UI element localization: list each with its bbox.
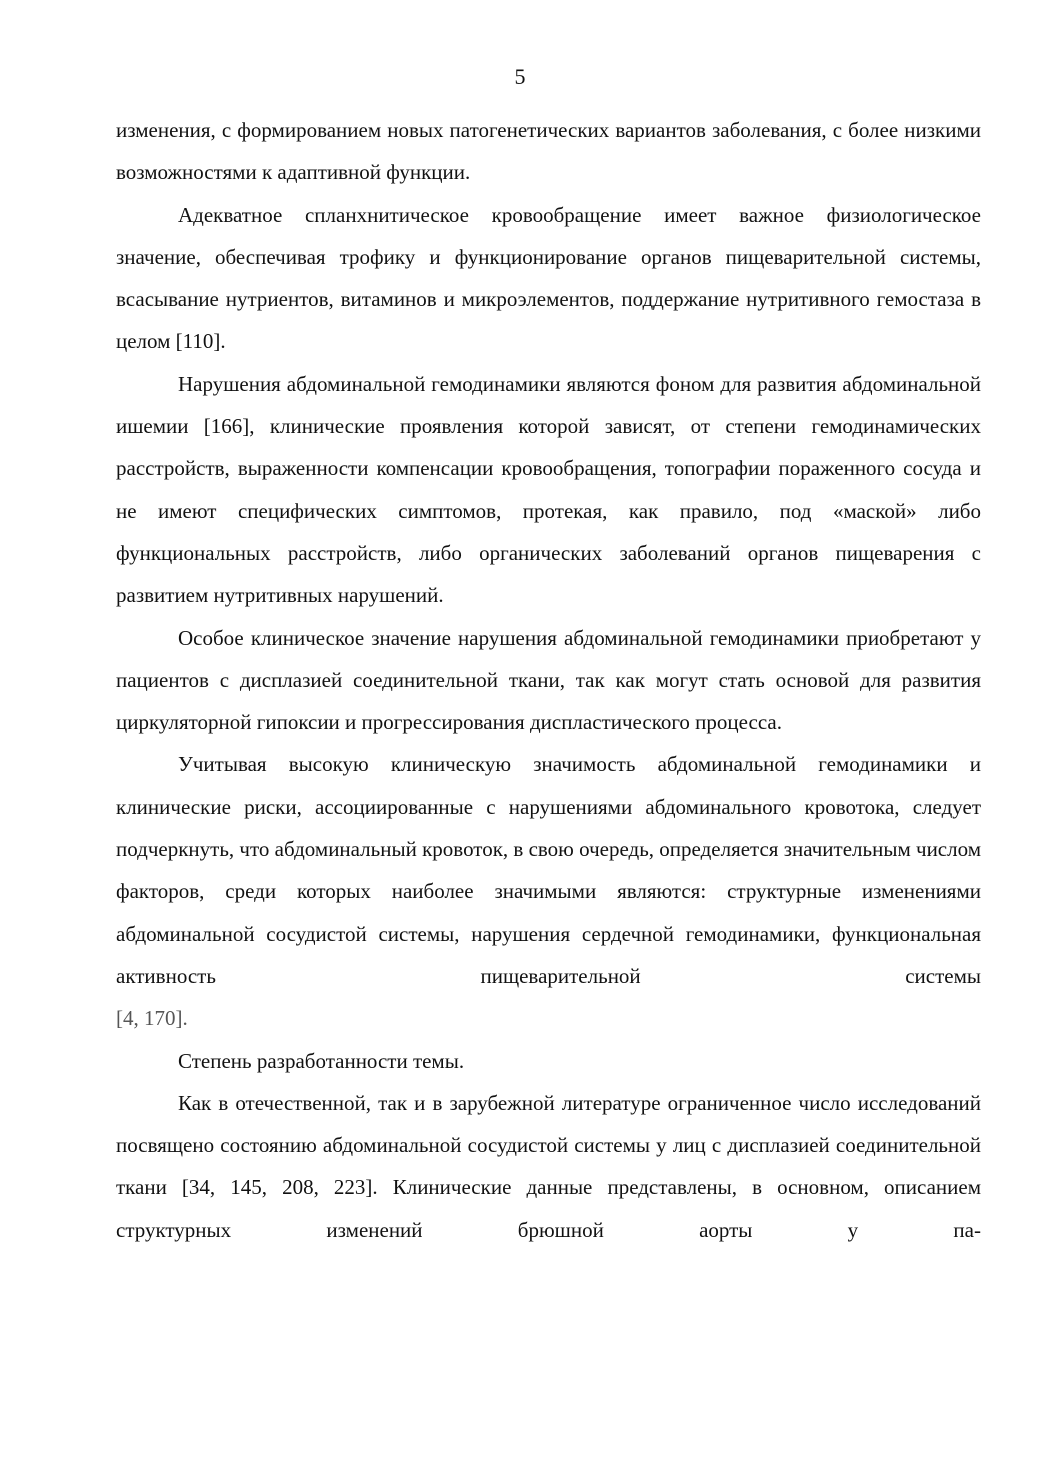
page-number: 5 <box>514 64 526 89</box>
paragraph-clinical-significance: Особое клиническое значение нарушения абдоминальной гемодинамики приобретают у пациентов с дисплазией соединительной ткани, так как могут стать основой для развития циркуляторной гипоксии и прогрессирования диспластического процесса. <box>116 625 981 735</box>
paragraph-splanchnic-circulation: Адекватное спланхнитическое кровообращение имеет важное физиологическое значение, обеспечивая трофику и функционирование органов пищеварительной системы, всасывание нутриентов, витаминов и микроэлементов, поддержание нутритивного гемостаза в целом [110]. <box>116 202 981 354</box>
paragraph-continuation: изменения, с формированием новых патогенетических вариантов заболевания, с более низкими возможностями к адаптивной функции. <box>116 118 981 185</box>
document-body <box>116 109 981 1251</box>
paragraph-topic-development-heading: Степень разработанности темы. <box>178 1048 465 1073</box>
paragraph-blood-flow-factors <box>116 743 981 1039</box>
paragraph-blood-flow-factors-text: Учитывая высокую клиническую значимость абдоминальной гемодинамики и клинические риски, ассоциированные с нарушениями абдоминального кровотока, следует подчеркнуть, что абдоминальный кровоток, в свою очередь, определяется значительным числом факторов, среди которых наиболее значимыми являются: структурные изменениями абдоминальной сосудистой системы, нарушения сердечной гемодинамики, функциональная активность пищеварительной системы <box>116 752 981 988</box>
paragraph-literature-review: Как в отечественной, так и в зарубежной литературе ограниченное число исследований посвящено состоянию абдоминальной сосудистой системы у лиц с дисплазией соединительной ткани [34, 145, 208, 223]. Клинические данные представлены, в основном, описанием структурных изменений брюшной аорты у па- <box>116 1090 981 1242</box>
paragraph-abdominal-hemodynamics: Нарушения абдоминальной гемодинамики являются фоном для развития абдоминальной ишемии [166], клинические проявления которой зависят, от степени гемодинамических расстройств, выраженности компенсации кровообращения, топографии пораженного сосуда и не имеют специфических симптомов, протекая, как правило, под «маской» либо функциональных расстройств, либо органических заболеваний органов пищеварения с развитием нутритивных нарушений. <box>116 371 981 608</box>
paragraph-blood-flow-factors-reference: [4, 170]. <box>116 1006 188 1031</box>
